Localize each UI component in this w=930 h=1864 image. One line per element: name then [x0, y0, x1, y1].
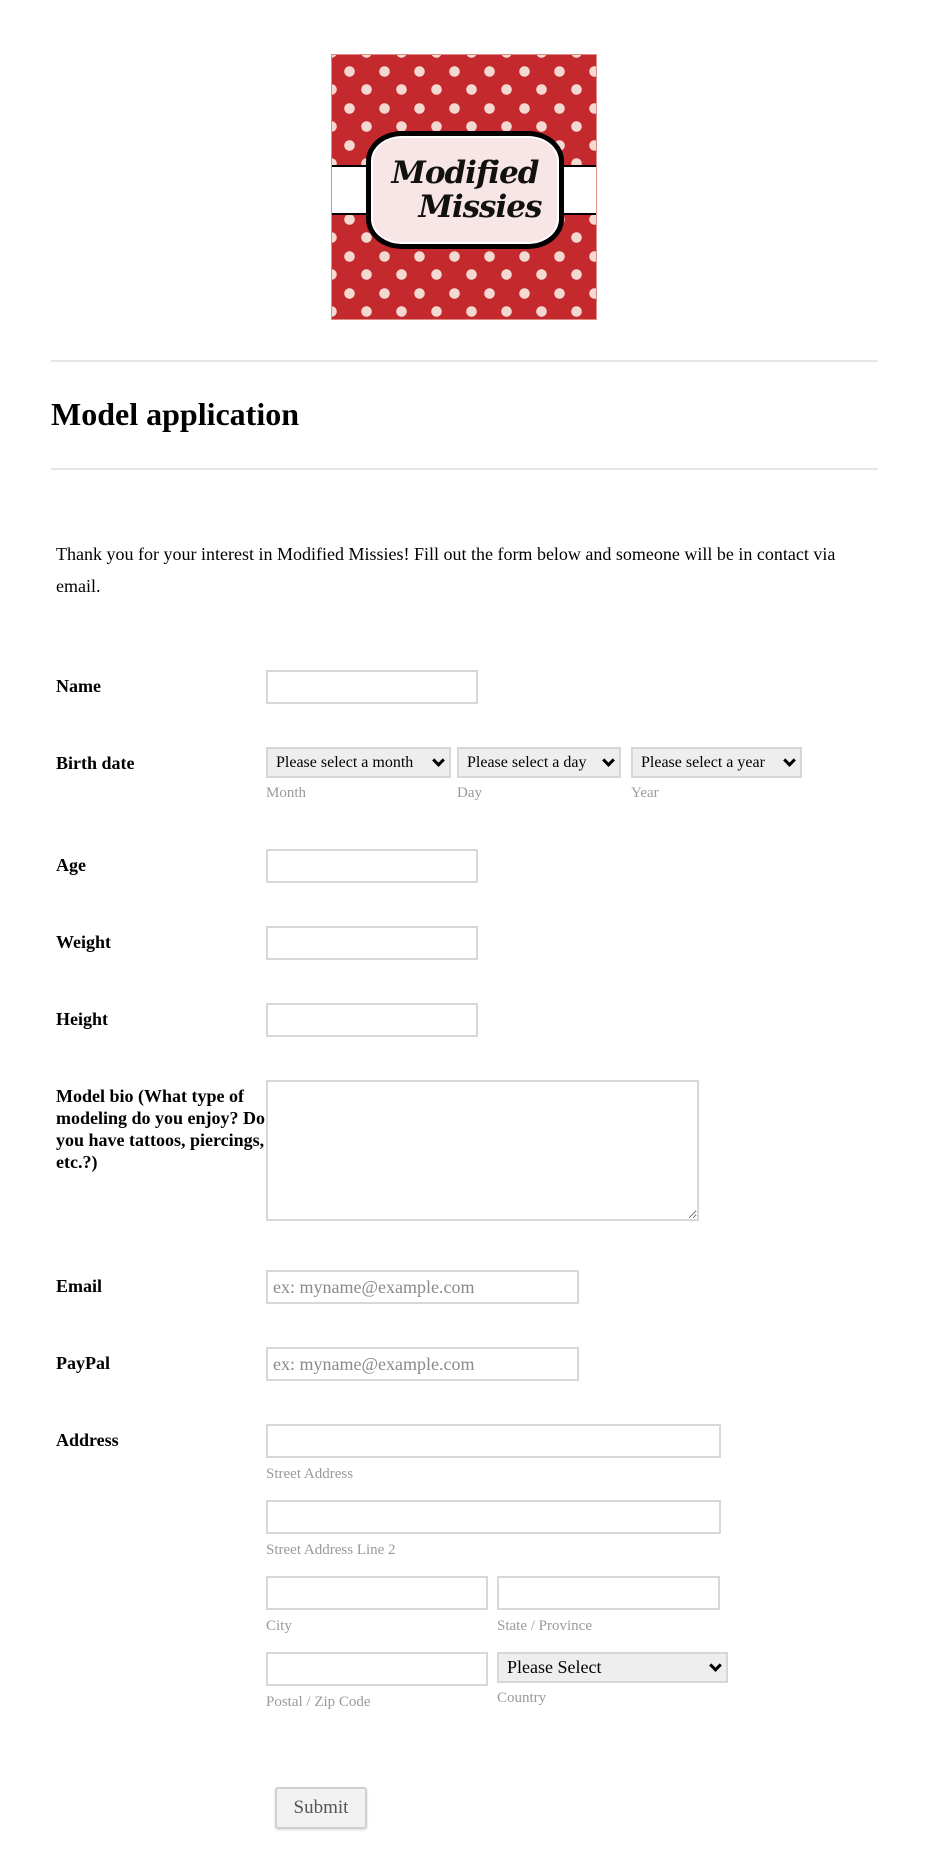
- name-label: Name: [56, 676, 101, 696]
- birth-year-select[interactable]: [631, 747, 802, 778]
- street-address-input[interactable]: [266, 1424, 721, 1458]
- chevron-down-icon: [783, 754, 796, 767]
- logo: [331, 54, 597, 320]
- header-divider-bottom: [51, 468, 878, 470]
- chevron-down-icon: [602, 754, 615, 767]
- weight-label: Weight: [56, 932, 112, 952]
- email-label: Email: [56, 1276, 103, 1296]
- postal-code-input[interactable]: [266, 1652, 488, 1686]
- chevron-down-icon: [709, 1659, 722, 1672]
- state-province-sublabel: State / Province: [497, 1618, 592, 1634]
- bio-label: Model bio (What type of modeling do you enjoy? Do you have tattoos, piercings, etc.?): [56, 1086, 266, 1172]
- paypal-label: PayPal: [56, 1353, 110, 1373]
- paypal-input[interactable]: [266, 1347, 579, 1381]
- header-divider-top: [51, 360, 878, 362]
- age-input[interactable]: [266, 849, 478, 883]
- birth-year-value: Please select a year: [641, 753, 765, 771]
- country-sublabel: Country: [497, 1690, 547, 1706]
- height-label: Height: [56, 1009, 108, 1029]
- street-address-line2-sublabel: Street Address Line 2: [266, 1542, 396, 1558]
- birth-month-select[interactable]: [266, 747, 451, 778]
- birth-day-value: Please select a day: [467, 753, 587, 771]
- weight-input[interactable]: [266, 926, 478, 960]
- age-label: Age: [56, 855, 86, 875]
- name-input[interactable]: [266, 670, 478, 704]
- state-province-input[interactable]: [497, 1576, 720, 1610]
- city-input[interactable]: [266, 1576, 488, 1610]
- birth-month-value: Please select a month: [276, 753, 414, 771]
- logo-text-line1: Modified: [391, 155, 539, 191]
- street-address-line2-input[interactable]: [266, 1500, 721, 1534]
- intro-text: Thank you for your interest in Modified Missies! Fill out the form below and someone will be in contact via email.: [56, 544, 836, 596]
- country-select[interactable]: [497, 1652, 728, 1683]
- logo-text-line2: Missies: [418, 189, 542, 225]
- birth-day-select[interactable]: [457, 747, 621, 778]
- submit-button[interactable]: Submit: [275, 1787, 367, 1829]
- birth-date-label: Birth date: [56, 753, 135, 773]
- birth-year-sublabel: Year: [631, 785, 659, 801]
- country-value: Please Select: [507, 1657, 602, 1677]
- address-label: Address: [56, 1430, 119, 1450]
- page-title: Model application: [51, 396, 300, 432]
- chevron-down-icon: [432, 754, 445, 767]
- bio-textarea[interactable]: [266, 1080, 699, 1221]
- email-input[interactable]: [266, 1270, 579, 1304]
- street-address-sublabel: Street Address: [266, 1466, 354, 1482]
- birth-month-sublabel: Month: [266, 785, 307, 801]
- logo-plaque: [366, 131, 564, 249]
- height-input[interactable]: [266, 1003, 478, 1037]
- postal-code-sublabel: Postal / Zip Code: [266, 1694, 371, 1710]
- birth-day-sublabel: Day: [457, 785, 482, 801]
- city-sublabel: City: [266, 1618, 292, 1634]
